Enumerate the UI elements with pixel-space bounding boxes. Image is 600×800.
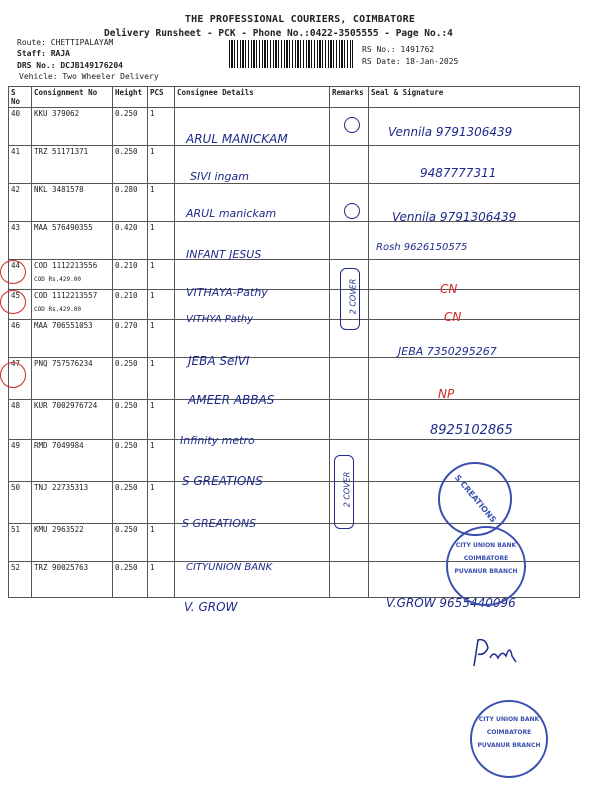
row-consignment bbox=[32, 524, 113, 562]
row-pcs bbox=[148, 562, 175, 598]
row-pcs-text: 1 bbox=[150, 321, 155, 330]
bank-stamp-1-city: COIMBATORE bbox=[463, 555, 509, 562]
col-seal: Seal & Signature bbox=[369, 87, 580, 108]
bank-stamp-2-branch: PUVANUR BRANCH bbox=[477, 742, 541, 749]
row-sno bbox=[9, 184, 32, 222]
row-cod-amount: COD Rs.429.00 bbox=[34, 306, 81, 313]
red-circle-45 bbox=[0, 290, 26, 314]
row-consignment bbox=[32, 440, 113, 482]
vehicle-label: Vehicle: Two Wheeler Delivery bbox=[19, 72, 159, 81]
row-pcs-text: 1 bbox=[150, 261, 155, 270]
row-sno bbox=[9, 440, 32, 482]
table-row bbox=[9, 260, 580, 290]
row-pcs bbox=[148, 320, 175, 358]
row-pcs-text: 1 bbox=[150, 185, 155, 194]
hw-sign-52: V.GROW 9655440096 bbox=[386, 596, 516, 610]
table-row bbox=[9, 290, 580, 320]
row-pcs bbox=[148, 358, 175, 400]
hw-consignee-47: AMEER ABBAS bbox=[188, 393, 275, 407]
table-row bbox=[9, 358, 580, 400]
row-consignee bbox=[175, 320, 330, 358]
row-pcs-text: 1 bbox=[150, 147, 155, 156]
row-sno-text: 50 bbox=[11, 483, 21, 492]
bank-stamp-1-name: CITY UNION BANK bbox=[455, 542, 517, 549]
hw-consignee-43: INFANT JESUS bbox=[186, 248, 262, 261]
row-consignment bbox=[32, 358, 113, 400]
col-remarks: Remarks bbox=[330, 87, 369, 108]
table-row bbox=[9, 222, 580, 260]
row-remarks bbox=[330, 400, 369, 440]
row-consignment-text: NKL 3481578 bbox=[34, 185, 84, 194]
row-seal bbox=[369, 260, 580, 290]
hw-sign-48: 8925102865 bbox=[430, 423, 513, 438]
row-consignment-text: TRZ 90025763 bbox=[34, 563, 89, 572]
table-header bbox=[9, 87, 580, 108]
row-weight-text: 0.420 bbox=[115, 223, 138, 232]
row-remarks bbox=[330, 524, 369, 562]
col-pcs: PCS bbox=[148, 87, 175, 108]
row-pcs-text: 1 bbox=[150, 109, 155, 118]
remark-mark-40 bbox=[344, 117, 360, 133]
row-weight bbox=[113, 320, 148, 358]
row-weight-text: 0.250 bbox=[115, 441, 138, 450]
rs-date: RS Date: 18-Jan-2025 bbox=[362, 57, 459, 66]
row-sno bbox=[9, 146, 32, 184]
row-pcs bbox=[148, 482, 175, 524]
row-sno bbox=[9, 320, 32, 358]
row-consignment bbox=[32, 290, 113, 320]
row-pcs bbox=[148, 184, 175, 222]
row-seal bbox=[369, 222, 580, 260]
row-sno bbox=[9, 400, 32, 440]
row-pcs bbox=[148, 222, 175, 260]
row-weight bbox=[113, 290, 148, 320]
row-consignment bbox=[32, 320, 113, 358]
row-consignment-text: COD 1112213556 bbox=[34, 261, 98, 270]
row-pcs bbox=[148, 524, 175, 562]
row-pcs-text: 1 bbox=[150, 401, 155, 410]
row-pcs bbox=[148, 290, 175, 320]
row-remarks bbox=[330, 562, 369, 598]
row-consignee bbox=[175, 260, 330, 290]
row-weight-text: 0.270 bbox=[115, 321, 138, 330]
row-pcs-text: 1 bbox=[150, 291, 155, 300]
row-pcs-text: 1 bbox=[150, 483, 155, 492]
row-weight bbox=[113, 260, 148, 290]
staff-label: Staff: RAJA bbox=[17, 49, 70, 58]
row-weight bbox=[113, 524, 148, 562]
row-weight bbox=[113, 482, 148, 524]
row-seal bbox=[369, 290, 580, 320]
row-pcs bbox=[148, 400, 175, 440]
row-remarks bbox=[330, 146, 369, 184]
hw-consignee-52: V. GROW bbox=[184, 600, 238, 614]
row-sno bbox=[9, 222, 32, 260]
row-consignment bbox=[32, 184, 113, 222]
row-consignment-text: PNQ 757576234 bbox=[34, 359, 93, 368]
drs-label: DRS No.: DCJB149176204 bbox=[17, 61, 123, 70]
hw-cn-44: CN bbox=[440, 282, 458, 296]
row-sno bbox=[9, 524, 32, 562]
row-sno-text: 44 bbox=[11, 261, 21, 270]
row-pcs-text: 1 bbox=[150, 223, 155, 232]
route-label: Route: CHETTIPALAYAM bbox=[17, 38, 114, 47]
final-signature bbox=[468, 636, 528, 670]
hw-sign-40: Vennila 9791306439 bbox=[388, 125, 513, 139]
row-sno-text: 42 bbox=[11, 185, 21, 194]
row-sno-text: 47 bbox=[11, 359, 21, 368]
row-pcs-text: 1 bbox=[150, 525, 155, 534]
hw-sign-46: JEBA 7350295267 bbox=[398, 345, 497, 358]
row-consignment-text: KUR 7002976724 bbox=[34, 401, 98, 410]
runsheet-title: Delivery Runsheet - PCK - Phone No.:0422-3505555 - Page No.:4 bbox=[104, 28, 453, 39]
hw-consignee-41: SIVI ingam bbox=[190, 170, 249, 183]
hw-cn-45: CN bbox=[444, 310, 462, 324]
row-remarks bbox=[330, 222, 369, 260]
row-sno bbox=[9, 108, 32, 146]
row-sno-text: 40 bbox=[11, 109, 21, 118]
row-sno-text: 41 bbox=[11, 147, 21, 156]
hw-consignee-42: ARUL manickam bbox=[186, 207, 277, 220]
row-seal bbox=[369, 358, 580, 400]
bank-stamp-2-name: CITY UNION BANK bbox=[478, 716, 540, 723]
row-weight-text: 0.250 bbox=[115, 401, 138, 410]
row-pcs bbox=[148, 260, 175, 290]
hw-consignee-40: ARUL MANICKAM bbox=[186, 132, 288, 146]
row-weight-text: 0.250 bbox=[115, 563, 138, 572]
row-pcs-text: 1 bbox=[150, 441, 155, 450]
creations-stamp-text: S CREATIONS bbox=[452, 473, 498, 525]
row-consignment bbox=[32, 260, 113, 290]
col-weight: Height bbox=[113, 87, 148, 108]
bank-stamp-2 bbox=[470, 700, 548, 778]
hw-consignee-46: JEBA SelVI bbox=[188, 354, 250, 368]
hw-consignee-50: S GREATIONS bbox=[182, 517, 257, 530]
hw-sign-41: 9487777311 bbox=[420, 166, 497, 180]
row-consignment-text: TNJ 22735313 bbox=[34, 483, 89, 492]
row-weight-text: 0.250 bbox=[115, 525, 138, 534]
row-consignment-text: MAA 576490355 bbox=[34, 223, 93, 232]
row-pcs-text: 1 bbox=[150, 563, 155, 572]
red-circle-47 bbox=[0, 362, 26, 388]
row-pcs bbox=[148, 108, 175, 146]
hw-sign-42: Vennila 9791306439 bbox=[392, 210, 517, 224]
row-consignment-text: MAA 706551053 bbox=[34, 321, 93, 330]
row-pcs bbox=[148, 440, 175, 482]
row-pcs bbox=[148, 146, 175, 184]
row-consignment bbox=[32, 146, 113, 184]
row-weight-text: 0.280 bbox=[115, 185, 138, 194]
row-sno bbox=[9, 562, 32, 598]
row-weight-text: 0.250 bbox=[115, 109, 138, 118]
row-sno-text: 45 bbox=[11, 291, 21, 300]
bank-stamp-2-city: COIMBATORE bbox=[486, 729, 532, 736]
rs-number: RS No.: 1491762 bbox=[362, 45, 435, 54]
row-consignment-text: KKU 379062 bbox=[34, 109, 80, 118]
row-consignment bbox=[32, 562, 113, 598]
row-consignment-text: TRZ 51171371 bbox=[34, 147, 89, 156]
hw-consignee-45: VITHYA Pathy bbox=[186, 314, 254, 325]
row-weight-text: 0.210 bbox=[115, 291, 138, 300]
row-pcs-text: 1 bbox=[150, 359, 155, 368]
row-weight bbox=[113, 562, 148, 598]
red-circle-44 bbox=[0, 260, 26, 284]
row-weight-text: 0.250 bbox=[115, 147, 138, 156]
row-sno-text: 43 bbox=[11, 223, 21, 232]
hw-np-47: NP bbox=[438, 387, 455, 401]
row-consignment bbox=[32, 108, 113, 146]
row-consignment-text: KMU 2963522 bbox=[34, 525, 84, 534]
row-weight-text: 0.210 bbox=[115, 261, 138, 270]
row-weight bbox=[113, 400, 148, 440]
hw-consignee-49: S GREATIONS bbox=[182, 474, 263, 488]
barcode bbox=[229, 40, 353, 68]
col-consignment: Consignment No bbox=[32, 87, 113, 108]
row-consignment-text: RMD 7049984 bbox=[34, 441, 84, 450]
row-sno-text: 52 bbox=[11, 563, 21, 572]
row-weight bbox=[113, 146, 148, 184]
row-cod-amount: COD Rs.429.00 bbox=[34, 276, 81, 283]
col-sno: S No bbox=[9, 87, 32, 108]
row-sno-text: 49 bbox=[11, 441, 21, 450]
row-weight bbox=[113, 440, 148, 482]
row-weight-text: 0.250 bbox=[115, 483, 138, 492]
bank-stamp-1 bbox=[446, 526, 526, 606]
row-sno-text: 46 bbox=[11, 321, 21, 330]
row-sno-text: 51 bbox=[11, 525, 21, 534]
row-sno bbox=[9, 482, 32, 524]
row-weight bbox=[113, 358, 148, 400]
row-sno-text: 48 bbox=[11, 401, 21, 410]
row-weight bbox=[113, 222, 148, 260]
remark-cover-2: 2 COVER bbox=[342, 471, 352, 508]
row-consignment bbox=[32, 400, 113, 440]
hw-consignee-51: CITYUNION BANK bbox=[186, 562, 273, 573]
row-consignment bbox=[32, 222, 113, 260]
bank-stamp-1-branch: PUVANUR BRANCH bbox=[454, 568, 518, 575]
row-consignment-text: COD 1112213557 bbox=[34, 291, 98, 300]
row-weight bbox=[113, 184, 148, 222]
hw-consignee-48: Infinity metro bbox=[180, 434, 255, 447]
row-consignment bbox=[32, 482, 113, 524]
hw-consignee-44: VITHAYA-Pathy bbox=[186, 286, 268, 299]
row-weight-text: 0.250 bbox=[115, 359, 138, 368]
row-weight bbox=[113, 108, 148, 146]
row-remarks bbox=[330, 358, 369, 400]
company-title: THE PROFESSIONAL COURIERS, COIMBATORE bbox=[184, 14, 416, 25]
remark-mark-42 bbox=[344, 203, 360, 219]
col-consignee: Consignee Details bbox=[175, 87, 330, 108]
hw-sign-43: Rosh 9626150575 bbox=[376, 242, 468, 253]
remark-cover-1: 2 COVER bbox=[348, 278, 358, 315]
